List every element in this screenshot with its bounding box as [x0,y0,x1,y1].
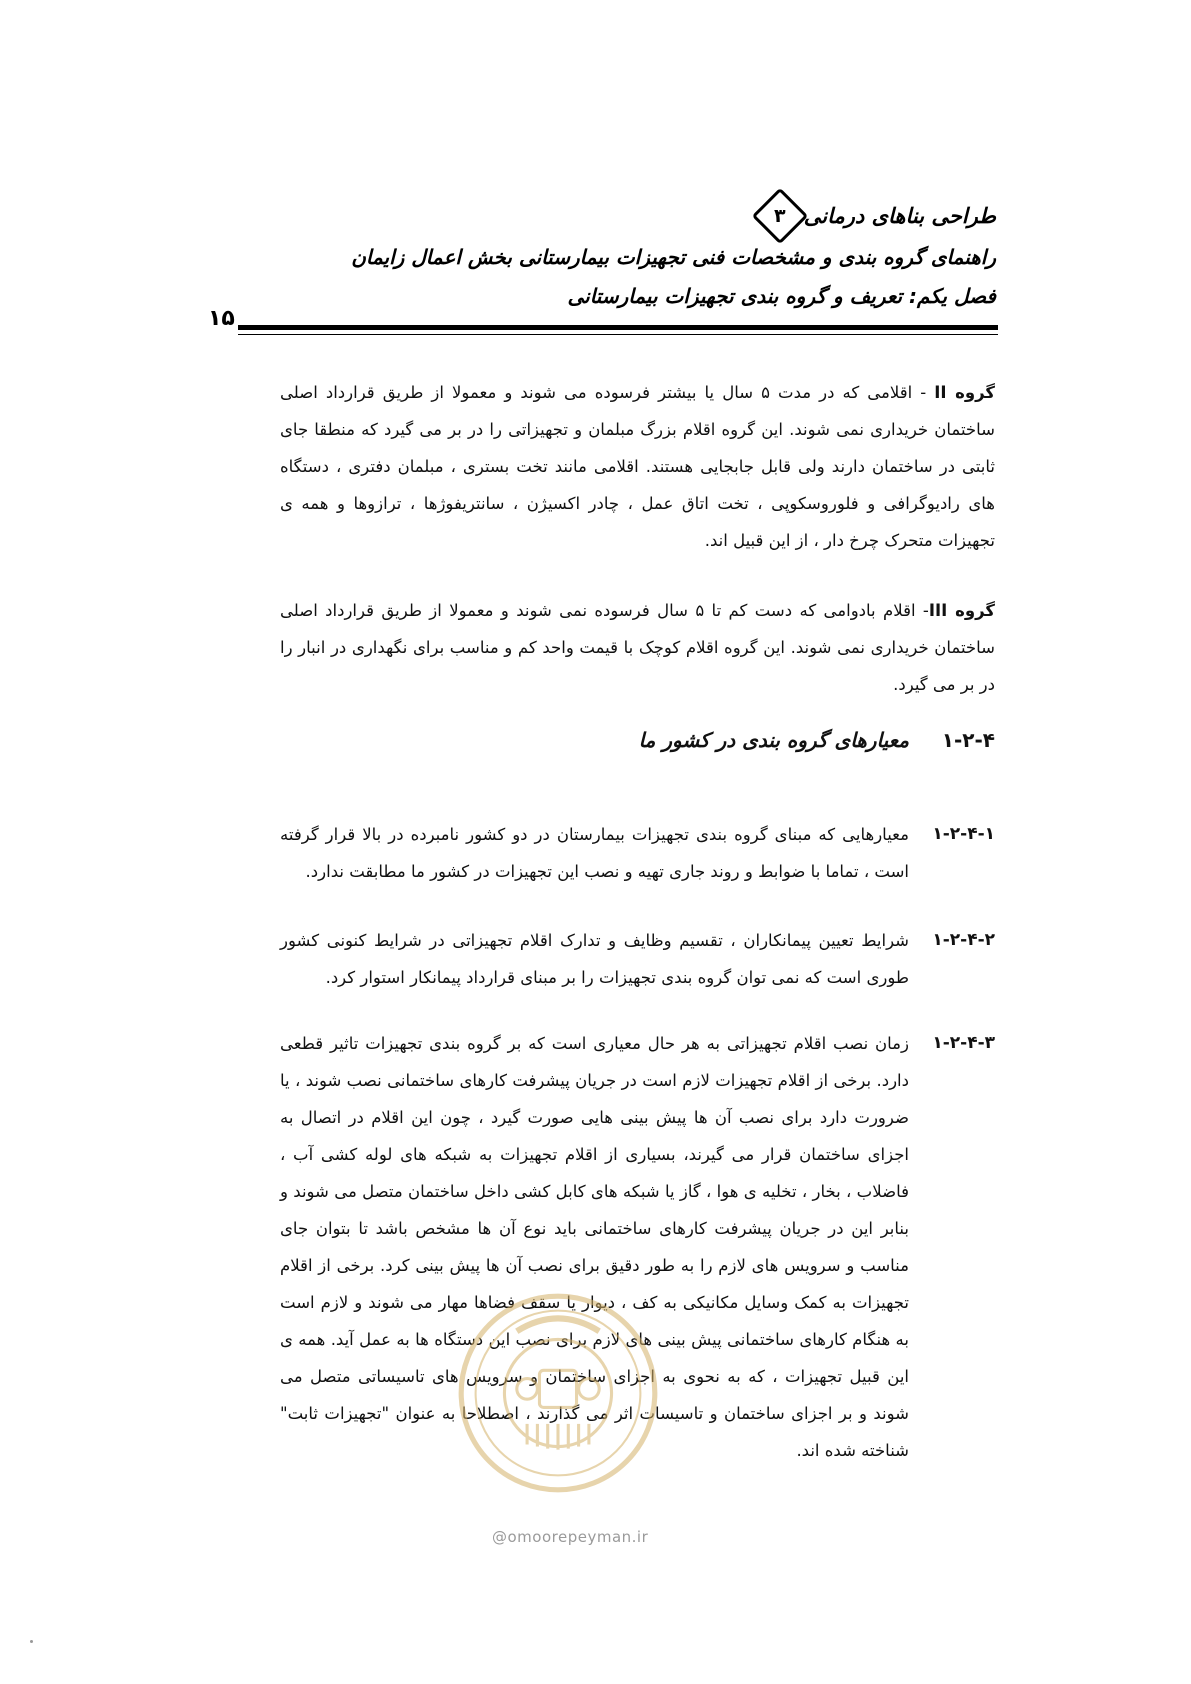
paragraph-group-3 [280,592,995,703]
series-number: ۳ [773,205,786,228]
item-text: زمان نصب اقلام تجهیزاتی به هر حال معیاری است که بر گروه بندی تجهیزات تاثیر قطعی دارد. برخی از اقلام تجهیزات لازم است در جریان پیشرفت کارهای ساختمانی نصب شوند ، یا ضرورت دارد برای نصب آن ها پیش بینی هایی صورت گیرد ، چون این اقلام در اتصال به اجزای ساختمان قرار می گیرند، بسیاری از اقلام تجهیزات به شبکه های لوله کشی آب ، فاضلاب ، بخار ، تخلیه ی هوا ، گاز یا شبکه های کابل کشی داخل ساختمان متصل می شوند و بنابر این در جریان پیشرفت کارهای ساختمانی باید نوع آن ها مشخص باشد تا بتوان جای مناسب و سرویس های لازم را به طور دقیق برای نصب آن ها پیش بینی کرد. برخی از اقلام تجهیزات به کمک وسایل مکانیکی به کف ، دیوار یا سقف فضاها مهار می شوند و لازم است به هنگام کارهای ساختمانی پیش بینی های لازم برای نصب این دستگاه ها به عمل آید. همه ی این قبیل تجهیزات ، که به نحوی به اجزای ساختمان و سرویس های تاسیساتی متصل می شوند و بر اجزای ساختمان و تاسیسات اثر می گذارند ، اصطلاحا به عنوان "تجهیزات ثابت" شناخته شده اند. [280,1034,909,1460]
header-rule-thin [238,334,998,335]
item-number: ۱-۲-۴-۳ [932,1033,995,1053]
series-number-badge [751,188,808,245]
numbered-item [280,922,995,996]
watermark-url: @omoorepeyman.ir [492,1528,649,1546]
section-heading [280,728,995,752]
book-title: راهنمای گروه بندی و مشخصات فنی تجهیزات بیمارستانی بخش اعمال زایمان [351,245,996,269]
paragraph-text: - اقلامی که در مدت ۵ سال یا بیشتر فرسوده می شوند و معمولا از طریق قرارداد اصلی ساختمان خریداری نمی شوند. این گروه اقلام بزرگ مبلمان و تجهیزاتی را در بر می گیرد که منطقا جای ثابتی در ساختمان دارند ولی قابل جابجایی هستند. اقلامی مانند تخت بستری ، مبلمان دفتری ، دستگاه های رادیوگرافی و فلوروسکوپی ، تخت اتاق عمل ، چادر اکسیژن ، سانتریفوژها ، ترازوها و همه ی تجهیزات متحرک چرخ دار ، از این قبیل اند. [280,383,995,550]
item-number: ۱-۲-۴-۱ [932,824,995,844]
item-text: معیارهایی که مبنای گروه بندی تجهیزات بیمارستان در دو کشور نامبرده در بالا قرار گرفته است ، تماما با ضوابط و روند جاری تهیه و نصب این تجهیزات در کشور ما مطابقت ندارد. [280,825,909,881]
section-title: معیارهای گروه بندی در کشور ما [638,728,909,752]
paragraph-lead: گروه III [928,601,995,620]
series-title: طراحی بناهای درمانی [803,204,996,228]
paragraph-text: - اقلام بادوامی که دست کم تا ۵ سال فرسوده نمی شوند و معمولا از طریق قرارداد اصلی ساختمان خریداری نمی شوند. این گروه اقلام کوچک با قیمت واحد کم و مناسب برای نگهداری در انبار را در بر می گیرد. [280,601,995,694]
paragraph-lead: گروه II [934,383,995,402]
series-title-line [756,196,996,236]
section-number: ۱-۲-۴ [941,728,995,752]
scan-speck [30,1640,33,1643]
item-text: شرایط تعیین پیمانکاران ، تقسیم وظایف و تدارک اقلام تجهیزاتی در شرایط کنونی کشور طوری است که نمی توان گروه بندی تجهیزات را بر مبنای قرارداد پیمانکار استوار کرد. [280,931,909,987]
paragraph-group-2 [280,374,995,559]
watermark-seal-icon [455,1290,661,1496]
page-number: ۱۵ [208,306,235,331]
chapter-title: فصل یکم: تعریف و گروه بندی تجهیزات بیمارستانی [567,284,996,308]
header-rule [238,325,998,330]
item-number: ۱-۲-۴-۲ [932,930,995,950]
numbered-item [280,816,995,890]
